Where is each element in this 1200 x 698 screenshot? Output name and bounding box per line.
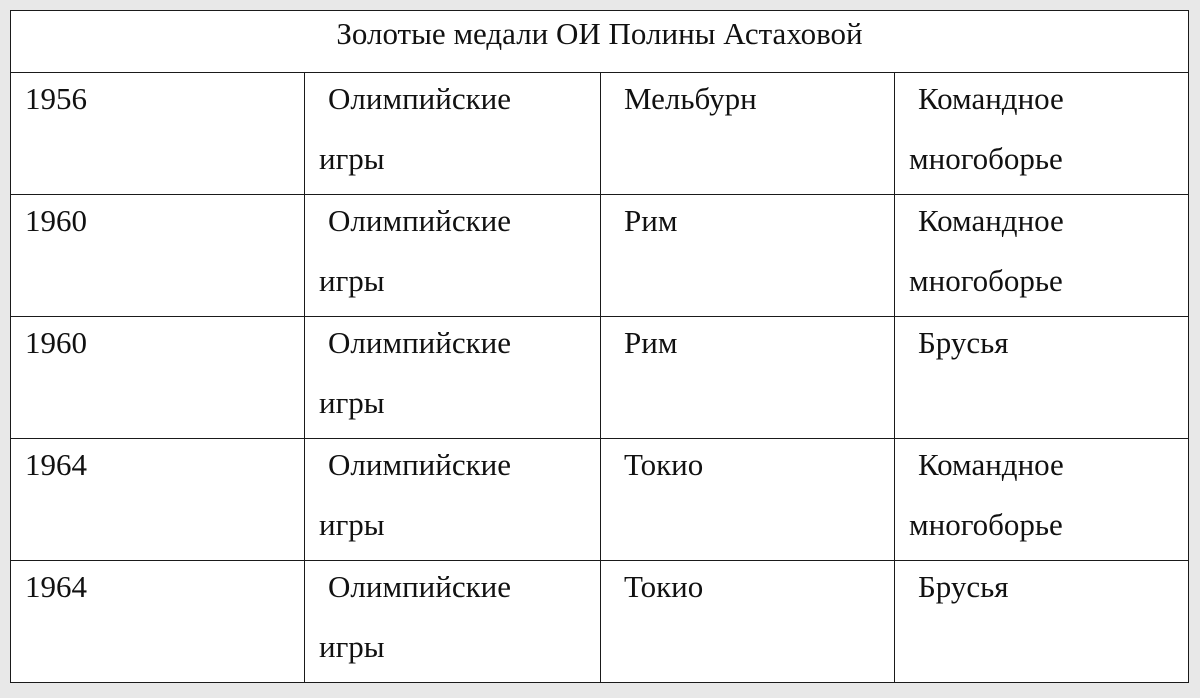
event-text-line1: Олимпийские (328, 325, 512, 360)
discipline-cell (895, 195, 1189, 317)
year-text: 1960 (25, 325, 87, 360)
event-text-line1: Олимпийские (328, 447, 512, 482)
city-text: Рим (624, 325, 678, 360)
event-text-line2: игры (319, 385, 385, 420)
event-cell (305, 439, 601, 561)
discipline-text-line1: Командное (918, 203, 1064, 238)
year-cell (11, 561, 305, 683)
discipline-cell (895, 317, 1189, 439)
event-cell (305, 195, 601, 317)
table-row (11, 439, 1189, 561)
city-cell (601, 561, 895, 683)
year-text: 1956 (25, 81, 87, 116)
event-text-line2: игры (319, 141, 385, 176)
discipline-cell (895, 561, 1189, 683)
table-row (11, 317, 1189, 439)
discipline-text-line2: многоборье (909, 507, 1063, 542)
city-cell (601, 73, 895, 195)
event-cell (305, 317, 601, 439)
discipline-text-line1: Командное (918, 81, 1064, 116)
table-row (11, 73, 1189, 195)
discipline-text-line1: Брусья (918, 569, 1009, 604)
table-title: Золотые медали ОИ Полины Астаховой (336, 15, 863, 51)
event-cell (305, 561, 601, 683)
city-text: Токио (624, 447, 704, 482)
medals-table (10, 10, 1189, 683)
table-row (11, 195, 1189, 317)
table-row (11, 561, 1189, 683)
table-title-cell (11, 11, 1189, 73)
event-text-line2: игры (319, 507, 385, 542)
city-text: Токио (624, 569, 704, 604)
discipline-text-line1: Брусья (918, 325, 1009, 360)
year-cell (11, 439, 305, 561)
city-cell (601, 439, 895, 561)
discipline-text-line2: многоборье (909, 263, 1063, 298)
year-cell (11, 317, 305, 439)
event-text-line2: игры (319, 629, 385, 664)
city-text: Рим (624, 203, 678, 238)
event-text-line1: Олимпийские (328, 569, 512, 604)
city-cell (601, 317, 895, 439)
discipline-cell (895, 439, 1189, 561)
city-text: Мельбурн (624, 81, 757, 116)
discipline-cell (895, 73, 1189, 195)
discipline-text-line1: Командное (918, 447, 1064, 482)
event-text-line1: Олимпийские (328, 203, 512, 238)
table-title-row (11, 11, 1189, 73)
year-cell (11, 195, 305, 317)
discipline-text-line2: многоборье (909, 141, 1063, 176)
city-cell (601, 195, 895, 317)
year-text: 1960 (25, 203, 87, 238)
event-cell (305, 73, 601, 195)
year-text: 1964 (25, 569, 87, 604)
year-text: 1964 (25, 447, 87, 482)
event-text-line1: Олимпийские (328, 81, 512, 116)
event-text-line2: игры (319, 263, 385, 298)
year-cell (11, 73, 305, 195)
